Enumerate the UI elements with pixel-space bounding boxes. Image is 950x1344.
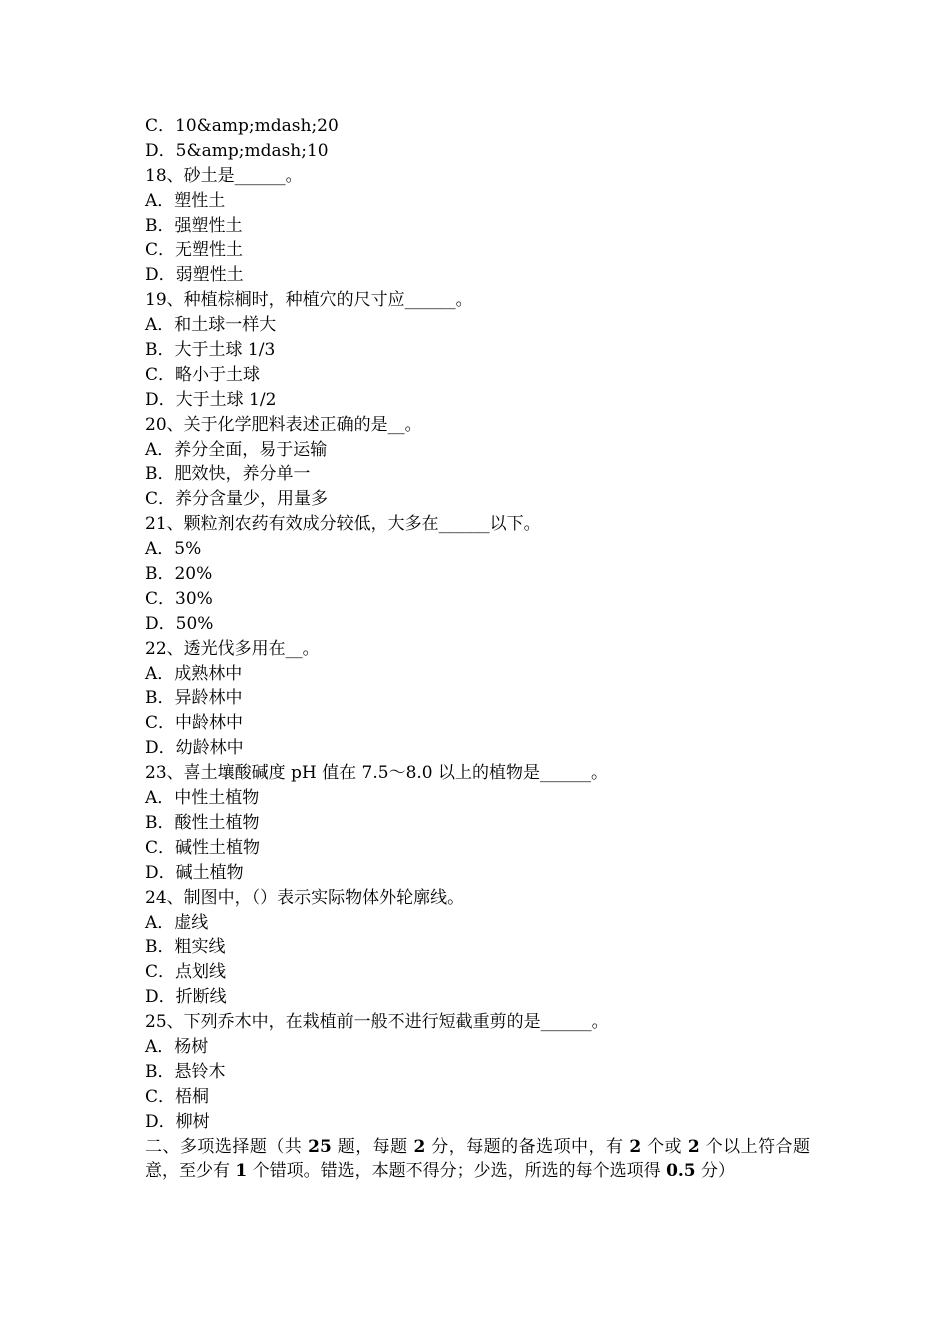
answer-option: D．柳树	[145, 1111, 210, 1132]
section-text: 个错项。错选，本题不得分；少选，所选的每个选项得	[247, 1161, 667, 1182]
answer-option: B．粗实线	[145, 937, 226, 958]
answer-option: D．折断线	[145, 987, 227, 1008]
answer-option: C．养分含量少，用量多	[145, 489, 329, 510]
question-stem: 23、喜土壤酸碱度 pH 值在 7.5～8.0 以上的植物是______。	[145, 763, 609, 784]
answer-option: B．异龄林中	[145, 688, 243, 709]
answer-option: C．略小于土球	[145, 364, 261, 385]
answer-option: A．中性土植物	[145, 788, 260, 809]
answer-option: B．20%	[145, 564, 213, 585]
question-stem: 20、关于化学肥料表述正确的是__。	[145, 414, 422, 435]
answer-option: B．悬铃木	[145, 1061, 226, 1082]
answer-option: C．点划线	[145, 962, 227, 983]
answer-option: D．5&amp;mdash;10	[145, 140, 329, 161]
section-text: 二、多项选择题（共	[145, 1136, 309, 1157]
answer-option: D．弱塑性土	[145, 265, 244, 286]
answer-option: D．大于土球 1/2	[145, 389, 277, 410]
answer-option: A．成熟林中	[145, 663, 243, 684]
partial-points: 0.5	[666, 1161, 696, 1182]
answer-option: A．5%	[145, 539, 202, 560]
answer-option: C．无塑性土	[145, 240, 244, 261]
question-stem: 22、透光伐多用在__。	[145, 638, 320, 659]
document-body	[145, 114, 810, 1184]
answer-option: C．梧桐	[145, 1086, 210, 1107]
section-text: 分，每题的备选项中，有	[425, 1136, 630, 1157]
answer-option: C．中龄林中	[145, 713, 244, 734]
section-text: 个或	[641, 1136, 688, 1157]
answer-option: C．碱性土植物	[145, 837, 261, 858]
question-stem: 19、种植棕榈时，种植穴的尺寸应______。	[145, 290, 473, 311]
answer-option: B．强塑性土	[145, 215, 243, 236]
answer-option: A．塑性土	[145, 190, 226, 211]
section-text: 个以上符合题意，至少有	[145, 1136, 811, 1182]
section-text: 题，每题	[331, 1136, 414, 1157]
points-per-question: 2	[413, 1136, 426, 1157]
answer-option: D．50%	[145, 613, 214, 634]
answer-option: C．30%	[145, 588, 213, 609]
wrong-option-count: 1	[235, 1161, 248, 1182]
min-correct-count: 2	[629, 1136, 642, 1157]
answer-option: A．杨树	[145, 1036, 209, 1057]
answer-option: B．大于土球 1/3	[145, 340, 276, 361]
question-list	[145, 114, 810, 1135]
answer-option: D．碱土植物	[145, 862, 244, 883]
answer-option: C．10&amp;mdash;20	[145, 116, 339, 136]
section-heading-multiple-choice	[145, 1135, 810, 1185]
answer-option: A．虚线	[145, 912, 209, 933]
question-stem: 24、制图中，（）表示实际物体外轮廓线。	[145, 887, 465, 908]
question-stem: 18、砂土是______。	[145, 165, 303, 186]
answer-option: B．肥效快，养分单一	[145, 464, 311, 485]
answer-option: A．和土球一样大	[145, 315, 277, 336]
answer-option: D．幼龄林中	[145, 738, 244, 759]
answer-option: B．酸性土植物	[145, 812, 260, 833]
question-stem: 21、颗粒剂农药有效成分较低，大多在______以下。	[145, 514, 541, 535]
question-stem: 25、下列乔木中，在栽植前一般不进行短截重剪的是______。	[145, 1012, 609, 1033]
section-text: 分）	[695, 1161, 736, 1182]
answer-option: A．养分全面，易于运输	[145, 439, 328, 460]
min-correct-count: 2	[687, 1136, 700, 1157]
question-count: 25	[308, 1136, 332, 1157]
